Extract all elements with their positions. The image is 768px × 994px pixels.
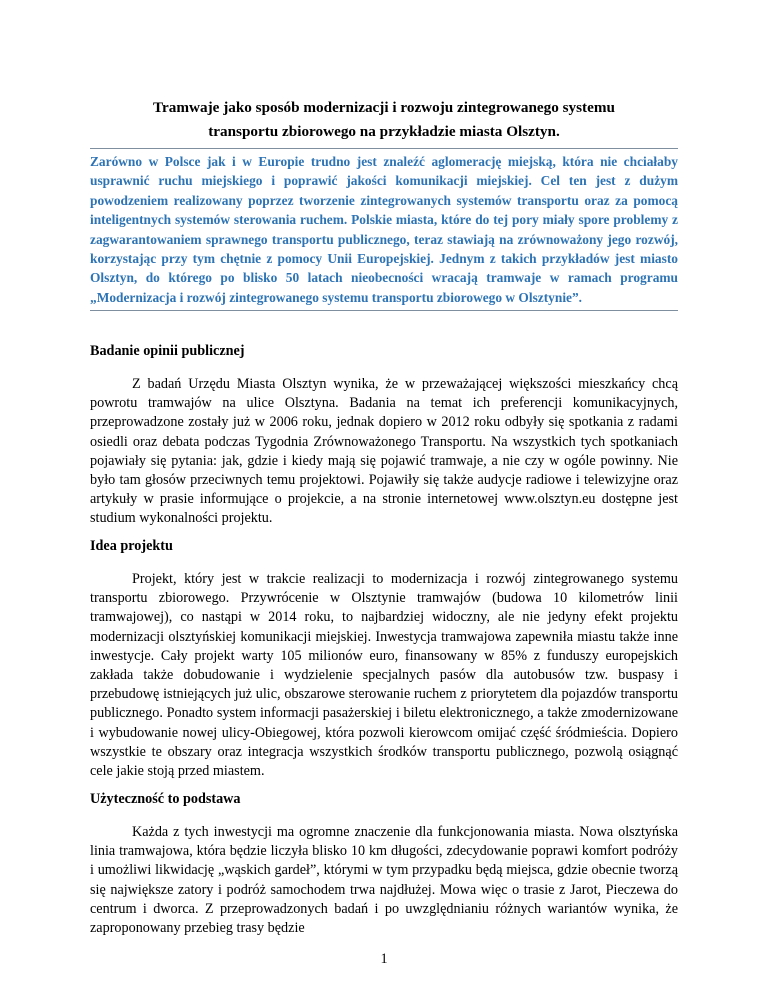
- section-body-usability: Każda z tych inwestycji ma ogromne znaczenie dla funkcjonowania miasta. Nowa olsztyńska linia tramwajowa, która będzie liczyła blisko 10 km długości, zdecydowanie poprawi komfort podróży i umożliwi likwidację „wąskich gardeł”, którymi w tym przypadku będą miejsca, gdzie obecnie tworzą się największe zatory i podróż samochodem trwa najdłużej. Mowa więc o trasie z Jarot, Pieczewa do centrum i dworca. Z przeprowadzonych badań i po uwzględnianiu różnych wariantów wynika, że zaproponowany przebieg trasy będzie: [90, 824, 678, 937]
- section-heading-public-opinion: Badanie opinii publicznej: [90, 343, 245, 359]
- section-heading-usability: Użyteczność to podstawa: [90, 791, 241, 807]
- section-heading-project-idea: Idea projektu: [90, 538, 173, 554]
- section-body-public-opinion: Z badań Urzędu Miasta Olsztyn wynika, że w przeważającej większości mieszkańcy chcą powrotu tramwajów na ulice Olsztyna. Badania na temat ich preferencji komunikacyjnych, przeprowadzone zostały już w 2006 roku, jednak dopiero w 2012 roku odbyły się spotkania z radami osiedli oraz debata podczas Tygodnia Zrównoważonego Transportu. Na wszystkich tych spotkaniach pojawiały się pytania: jak, gdzie i kiedy mają się pojawić tramwaje, a nie czy w ogóle powinny. Nie było tam głosów przeciwnych temu projektowi. Pojawiły się także audycje radiowe i telewizyjne oraz artykuły w prasie informujące o projekcie, a na stronie internetowej www.olsztyn.eu dostępne jest studium wykonalności projektu.: [90, 376, 678, 527]
- document-title: [90, 96, 678, 144]
- title-line-1: Tramwaje jako sposób modernizacji i rozwoju zintegrowanego systemu: [153, 99, 615, 116]
- section-body-project-idea: Projekt, który jest w trakcie realizacji to modernizacja i rozwój zintegrowanego systemu transportu zbiorowego. Przywrócenie w Olsztynie tramwajów (budowa 10 kilometrów linii tramwajowej), co nastąpi w 2014 roku, to najbardziej widoczny, ale nie jedyny efekt projektu modernizacji olsztyńskiej komunikacji miejskiej. Inwestycja tramwajowa zapewniła miastu także inne inwestycje. Cały projekt warty 105 milionów euro, finansowany w 85% z funduszy europejskich zakłada także dobudowanie i wydzielenie specjalnych pasów dla autobusów tzw. buspasy i przebudowę istniejących już ulic, obszarowe sterowanie ruchem z priorytetem dla pojazdów transportu publicznego. Ponadto system informacji pasażerskiej i biletu elektronicznego, a także zmodernizowane i wybudowanie nowej ulicy-Obiegowej, która pozwoli kierowcom omijać część śródmieścia. Dopiero wszystkie te obszary oraz integracja wszystkich środków transportu publicznego, pozwolą osiągnąć cele jakie stoją przed miastem.: [90, 571, 678, 780]
- title-line-2: transportu zbiorowego na przykładzie miasta Olsztyn.: [208, 123, 560, 140]
- lead-paragraph: Zarówno w Polsce jak i w Europie trudno jest znaleźć aglomerację miejską, która nie chciałaby usprawnić ruchu miejskiego i poprawić jakości komunikacji miejskiej. Cel ten jest z dużym powodzeniem realizowany poprzez tworzenie zintegrowanych systemów transportu oraz za pomocą inteligentnych systemów sterowania ruchem. Polskie miasta, które do tej pory miały spore problemy z zagwarantowaniem sprawnego transportu publicznego, teraz stawiają na zrównoważony jego rozwój, korzystając przy tym chętnie z pomocy Unii Europejskiej. Jednym z takich przykładów jest miasto Olsztyn, do którego po blisko 50 latach nieobecności wracają tramwaje w ramach programu „Modernizacja i rozwój zintegrowanego systemu transportu zbiorowego w Olsztynie”.: [90, 148, 678, 311]
- page-number: 1: [380, 951, 388, 967]
